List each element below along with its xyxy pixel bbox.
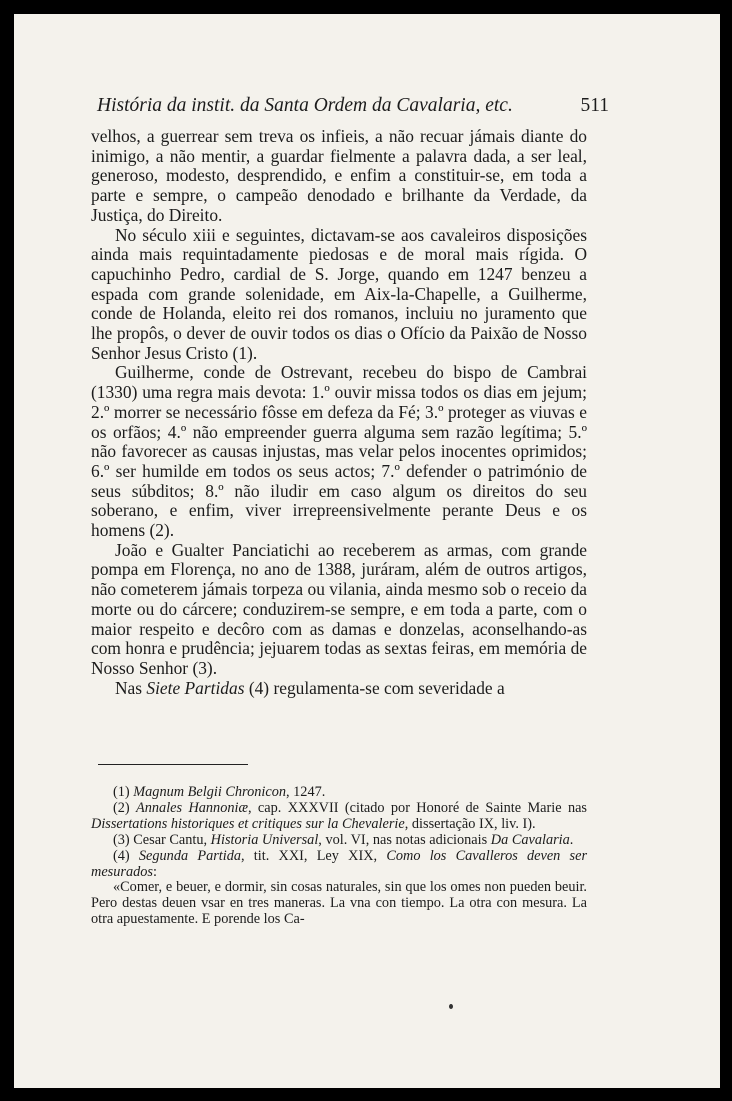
footnote: [91, 801, 587, 833]
italic-text: Annales Hannoniæ: [136, 799, 249, 816]
book-page: [14, 14, 720, 1088]
text-run: «Comer, e beuer, e dormir, sin cosas naturales, sin que los omes non pueden beuir. Pero destas deuen vsar en tres maneras. La vna con tiempo. La otra con mesura. La otra apuestamente. E porende los Ca-: [91, 879, 587, 928]
text-run: Nas: [115, 677, 147, 698]
footnote-quote: [91, 880, 587, 928]
text-run: .: [569, 831, 574, 848]
text-run: Guilherme, conde de Ostrevant, recebeu do bispo de Cambrai (1330) uma regra mais devota: 1.º ouvir missa todos os dias em jejum; 2.º morrer se necessário fôsse em defeza da Fé; 3.º proteger as viuvas e os orfãos; 4.º não empreender guerra alguma sem razão legítima; 5.º não favorecer as causas injustas, mas velar pelos inocentes oprimidos; 6.º ser humilde em todos os seus actos; 7.º defender o património de seus súbditos; 8.º não iludir em caso algum os direitos do seu soberano, e enfim, viver irrepreensivelmente perante Deus e os homens (2).: [91, 362, 587, 541]
text-run: :: [152, 863, 157, 880]
text-run: , tit. XXI, Ley XIX,: [241, 847, 387, 864]
running-title: História da instit. da Santa Ordem da Cavalaria, etc.: [97, 95, 513, 116]
text-run: , dissertação IX, liv. I).: [404, 815, 536, 832]
paragraph: [91, 541, 587, 679]
page-number: 511: [580, 95, 609, 116]
text-run: (1): [113, 784, 134, 800]
footnote-divider: [98, 764, 248, 765]
italic-text: Segunda Partida: [138, 847, 242, 864]
text-run: (4): [113, 847, 139, 864]
footnote: [91, 833, 587, 849]
text-run: , vol. VI, nas notas adicionais: [318, 831, 491, 848]
italic-text: Dissertations historiques et critiques sur la Chevalerie: [91, 815, 405, 832]
text-run: , 1247.: [286, 784, 326, 800]
text-run: João e Gualter Panciatichi ao receberem as armas, com grande pompa em Florença, no ano de 1388, juráram, além de outros artigos, não cometerem jámais torpeza ou vilania, ainda mesmo sob o receio da morte ou do cárcere; conduzirem-se sempre, e em toda a parte, com o maior respeito e decôro com as damas e donzelas, aconselhando-as com honra e prudência; jejuarem todas as sextas feiras, em memória de Nosso Senhor (3).: [91, 539, 587, 678]
text-run: (2): [113, 799, 137, 816]
italic-text: Como los Cavalleros deven ser mesurados: [91, 847, 588, 880]
paragraph: [91, 363, 587, 540]
footnote: [91, 849, 587, 881]
text-run: (4) regulamenta-se com severidade a: [244, 677, 505, 698]
text-run: velhos, a guerrear sem treva os infieis, a não recuar jámais diante do inimigo, a não mentir, a guardar fielmente a palavra dada, a ser leal, generoso, modesto, desprendido, e enfim a constituir-se, em toda a parte e sempre, o campeão denodado e brilhante da Verdade, da Justiça, do Direito.: [91, 126, 587, 225]
text-run: No século xiii e seguintes, dictavam-se aos cavaleiros disposições ainda mais requintadamente piedosas e de moral mais rígida. O capuchinho Pedro, cardial de S. Jorge, quando em 1247 benzeu a espada com grande solenidade, em Aix-la-Chapelle, a Guilherme, conde de Holanda, eleito rei dos romanos, incluiu no juramento que lhe propôs, o dever de ouvir todos os dias o Ofício da Paixão de Nosso Senhor Jesus Cristo (1).: [91, 224, 587, 363]
italic-text: Magnum Belgii Chronicon: [133, 784, 286, 800]
text-run: (3) Cesar Cantu,: [113, 831, 211, 848]
italic-text: Historia Universal: [210, 831, 319, 848]
footnote: [91, 785, 587, 801]
main-text: [91, 127, 587, 698]
paragraph: [91, 127, 587, 226]
footnotes: [91, 785, 587, 928]
paragraph: [91, 679, 587, 699]
italic-text: Da Cavalaria: [490, 831, 570, 848]
paragraph: [91, 226, 587, 364]
print-speck: [449, 1004, 453, 1009]
italic-text: Siete Partidas: [146, 677, 245, 698]
text-run: , cap. XXXVII (citado por Honoré de Sainte Marie nas: [248, 799, 587, 816]
